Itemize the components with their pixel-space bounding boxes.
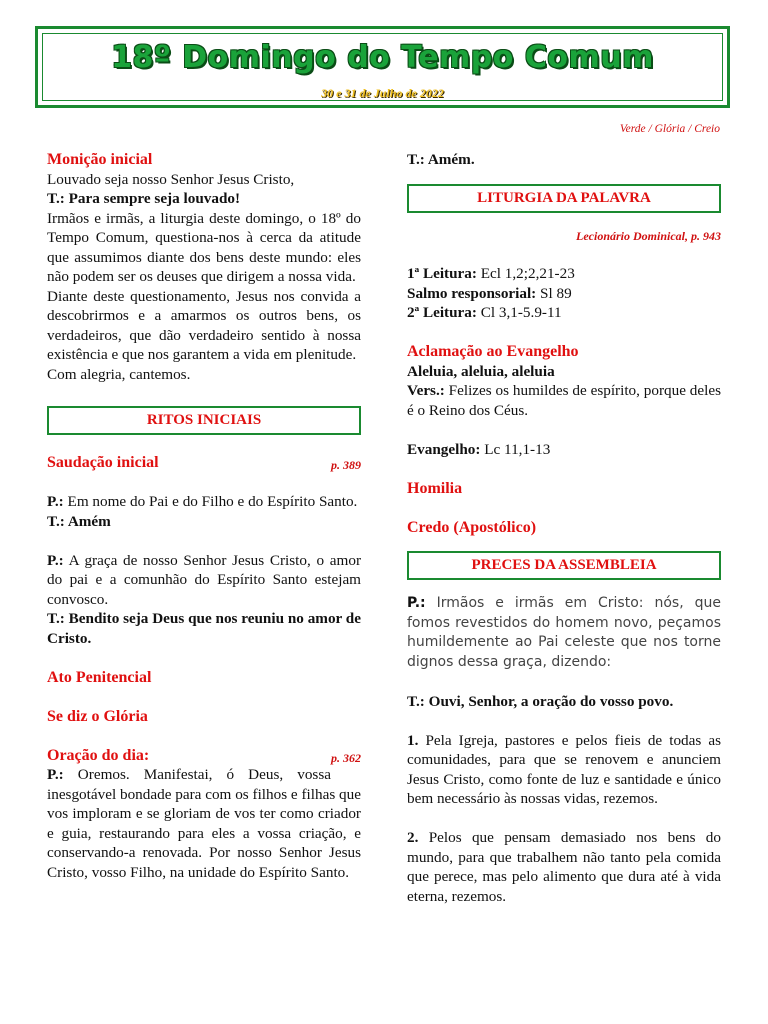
saudacao-response-1: T.: Amém	[47, 512, 111, 530]
prece-2: 2. Pelos que pensam demasiado nos bens do mundo, para que trabalhem não tanto pela comida que perece, mas pelo alimento que dura até à vida eterna, rezemos.	[407, 829, 721, 905]
page-title: 18º Domingo do Tempo Comum	[111, 40, 654, 75]
monicao-paragraph-2: Diante deste questionamento, Jesus nos convida a descobrirmos e a amarmos os outros bens, os verdadeiros, que dão verdadeiro sentido à nossa existência e que nos garantem a vida em plenitude.	[47, 287, 361, 363]
monicao-paragraph-1: Irmãos e irmãs, a liturgia deste domingo, o 18º do Tempo Comum, questiona-nos à cerca da atitude que assumimos diante dos bens deste mundo: eles não podem ser os deuses que dirigem a nossa vida.	[47, 209, 361, 285]
leitura-2: 2ª Leitura: Cl 3,1-5.9-11	[407, 304, 562, 321]
aclamacao-heading: Aclamação ao Evangelho	[407, 343, 579, 360]
evangelho: Evangelho: Lc 11,1-13	[407, 440, 551, 458]
aleluia-line: Aleluia, aleluia, aleluia	[407, 362, 555, 380]
preces-assembleia-box: PRECES DA ASSEMBLEIA	[407, 551, 721, 580]
monicao-paragraph-3: Com alegria, cantemos.	[47, 365, 191, 383]
ritos-iniciais-box: RITOS INICIAIS	[47, 406, 361, 435]
celebration-date: 30 e 31 de Julho de 2022	[321, 86, 444, 100]
saudacao-heading-row	[47, 453, 361, 473]
credo-heading: Credo (Apostólico)	[407, 518, 537, 536]
saudacao-page-ref: p. 389	[331, 458, 361, 472]
oracao-heading-row	[47, 746, 361, 766]
amen-response: T.: Amém.	[407, 151, 475, 168]
oracao-text: P.: Oremos. Manifestai, ó Deus, vossa inesgotável bondade para com os filhos e filhas que vos imploram e se gloriam de vos ter como criador e guia, restaurando para eles a vossa criação, e conservando-a renovada. Por nosso Senhor Jesus Cristo, vosso Filho, na unidade do Espírito Santo.	[47, 766, 361, 881]
oracao-heading: Oração do dia:	[47, 746, 150, 764]
right-column	[407, 150, 721, 906]
homilia-heading: Homilia	[407, 479, 463, 497]
saudacao-heading: Saudação inicial	[47, 454, 159, 471]
liturgical-color-note: Verde / Glória / Creio	[619, 123, 720, 135]
versiculo: Vers.: Felizes os humildes de espírito, porque deles é o Reino dos Céus.	[407, 382, 721, 419]
ato-penitencial-heading: Ato Penitencial	[47, 668, 152, 686]
oracao-page-ref: p. 362	[331, 750, 361, 765]
monicao-heading: Monição inicial	[47, 151, 153, 168]
prece-1: 1. Pela Igreja, pastores e pelos fieis de todas as comunidades, para que se renovem e anunciem Jesus Cristo, como fonte de luz e santidade e único bem necessário às nossas vidas, rezemos.	[407, 731, 721, 807]
saudacao-priest-1: P.: Em nome do Pai e do Filho e do Espírito Santo.	[47, 493, 358, 510]
monicao-response: T.: Para sempre seja louvado!	[47, 190, 241, 207]
header-frame	[35, 26, 730, 108]
gloria-heading: Se diz o Glória	[47, 707, 148, 725]
preces-intro: P.: Irmãos e irmãs em Cristo: nós, que fomos revestidos do homem novo, peçamos humildemente ao Pai celeste que nos torne dignos dessa graça, dizendo:	[407, 595, 721, 670]
leitura-1: 1ª Leitura: Ecl 1,2;2,21-23	[407, 265, 575, 282]
monicao-line: Louvado seja nosso Senhor Jesus Cristo,	[47, 170, 295, 188]
left-column	[47, 150, 361, 882]
liturgia-palavra-box: LITURGIA DA PALAVRA	[407, 184, 721, 213]
saudacao-response-2: T.: Bendito seja Deus que nos reuniu no amor de Cristo.	[47, 610, 361, 647]
header-inner-frame	[42, 33, 723, 101]
preces-response: T.: Ouvi, Senhor, a oração do vosso povo.	[407, 692, 674, 710]
saudacao-priest-2: P.: A graça de nosso Senhor Jesus Cristo, o amor do pai e a comunhão do Espírito Santo estejam convosco.	[47, 551, 361, 608]
salmo: Salmo responsorial: Sl 89	[407, 284, 572, 302]
lecionario-ref: Lecionário Dominical, p. 943	[576, 228, 721, 243]
